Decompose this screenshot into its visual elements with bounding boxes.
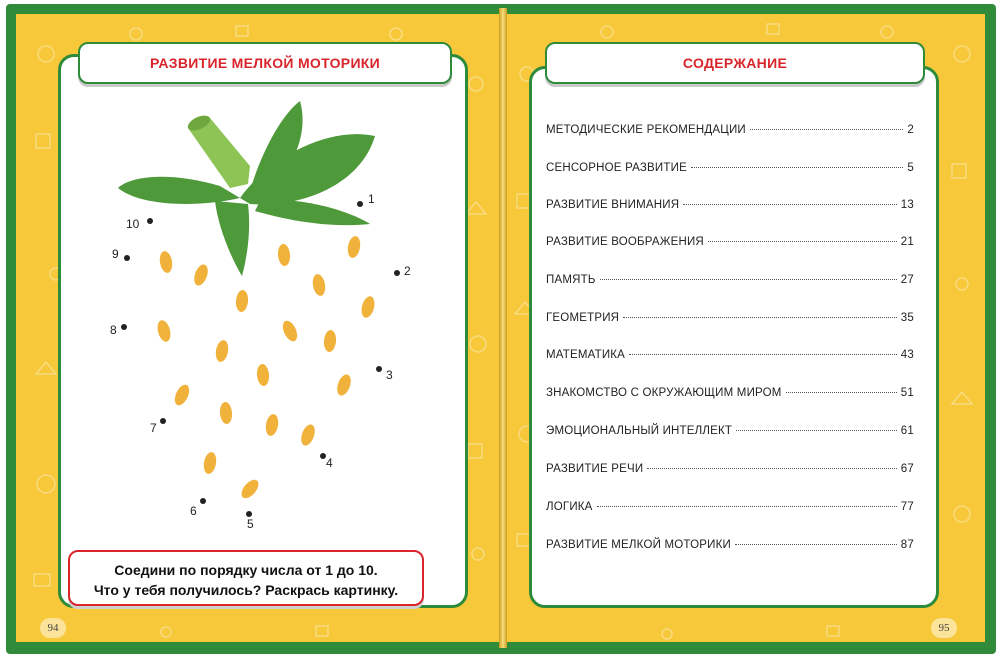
toc-item[interactable] [546, 387, 914, 399]
dot-label: 1 [368, 192, 375, 206]
toc-item[interactable] [546, 349, 914, 361]
toc-item-page: 61 [900, 425, 914, 437]
dot-label: 5 [247, 517, 254, 531]
toc-item-page: 35 [900, 312, 914, 324]
toc-list [506, 0, 986, 658]
toc-item-page: 67 [900, 463, 914, 475]
toc-item[interactable] [546, 236, 914, 248]
dot-label: 10 [126, 217, 140, 231]
dot-point [357, 201, 363, 207]
dot-point [394, 270, 400, 276]
toc-item-page: 13 [900, 199, 914, 211]
toc-item-label: ЭМОЦИОНАЛЬНЫЙ ИНТЕЛЛЕКТ [546, 425, 733, 437]
toc-item-page: 77 [900, 501, 914, 513]
toc-leader [623, 317, 897, 318]
toc-item-label: ЗНАКОМСТВО С ОКРУЖАЮЩИМ МИРОМ [546, 387, 782, 399]
toc-item-label: РАЗВИТИЕ МЕЛКОЙ МОТОРИКИ [546, 539, 731, 551]
toc-item-label: МАТЕМАТИКА [546, 349, 626, 361]
toc-leader [600, 279, 897, 280]
dot-label: 6 [190, 504, 197, 518]
instruction-box [68, 550, 424, 606]
toc-item[interactable] [546, 501, 914, 513]
dot-point [124, 255, 130, 261]
strawberry-leaves [100, 96, 440, 396]
toc-leader [691, 167, 903, 168]
toc-item-label: ПАМЯТЬ [546, 274, 596, 286]
toc-leader [683, 204, 897, 205]
toc-item-page: 87 [900, 539, 914, 551]
dot-label: 9 [112, 247, 119, 261]
toc-item-label: РАЗВИТИЕ ВНИМАНИЯ [546, 199, 680, 211]
dot-point [147, 218, 153, 224]
toc-title: СОДЕРЖАНИЕ [545, 42, 925, 84]
toc-leader [736, 430, 897, 431]
toc-leader [597, 506, 897, 507]
toc-item-page: 21 [900, 236, 914, 248]
toc-leader [750, 129, 904, 130]
toc-item-label: ЛОГИКА [546, 501, 593, 513]
dot-label: 8 [110, 323, 117, 337]
dot-point [121, 324, 127, 330]
toc-item[interactable] [546, 463, 914, 475]
dot-label: 2 [404, 264, 411, 278]
left-page-title: РАЗВИТИЕ МЕЛКОЙ МОТОРИКИ [78, 42, 452, 84]
toc-item-page: 51 [900, 387, 914, 399]
toc-item[interactable] [546, 312, 914, 324]
toc-item[interactable] [546, 199, 914, 211]
toc-leader [647, 468, 896, 469]
toc-leader [708, 241, 897, 242]
toc-item-page: 27 [900, 274, 914, 286]
instruction-line-2: Что у тебя получилось? Раскрась картинку. [93, 582, 399, 598]
toc-item-page: 43 [900, 349, 914, 361]
toc-item[interactable] [546, 162, 914, 174]
toc-item-page: 2 [907, 124, 914, 136]
toc-leader [735, 544, 897, 545]
dot-point [376, 366, 382, 372]
toc-item-page: 5 [907, 162, 914, 174]
toc-item-label: РАЗВИТИЕ ВООБРАЖЕНИЯ [546, 236, 704, 248]
dot-label: 4 [326, 456, 333, 470]
toc-item[interactable] [546, 124, 914, 136]
toc-leader [629, 354, 897, 355]
toc-item-label: СЕНСОРНОЕ РАЗВИТИЕ [546, 162, 687, 174]
dot-point [200, 498, 206, 504]
dot-point [160, 418, 166, 424]
toc-item[interactable] [546, 425, 914, 437]
toc-item[interactable] [546, 539, 914, 551]
dot-label: 7 [150, 421, 157, 435]
toc-item[interactable] [546, 274, 914, 286]
page-number-left: 94 [40, 618, 66, 638]
toc-item-label: ГЕОМЕТРИЯ [546, 312, 620, 324]
dot-label: 3 [386, 368, 393, 382]
toc-item-label: МЕТОДИЧЕСКИЕ РЕКОМЕНДАЦИИ [546, 124, 746, 136]
toc-item-label: РАЗВИТИЕ РЕЧИ [546, 463, 644, 475]
page-number-right: 95 [931, 618, 957, 638]
instruction-line-1: Соедини по порядку числа от 1 до 10. [114, 562, 378, 578]
toc-leader [786, 392, 897, 393]
